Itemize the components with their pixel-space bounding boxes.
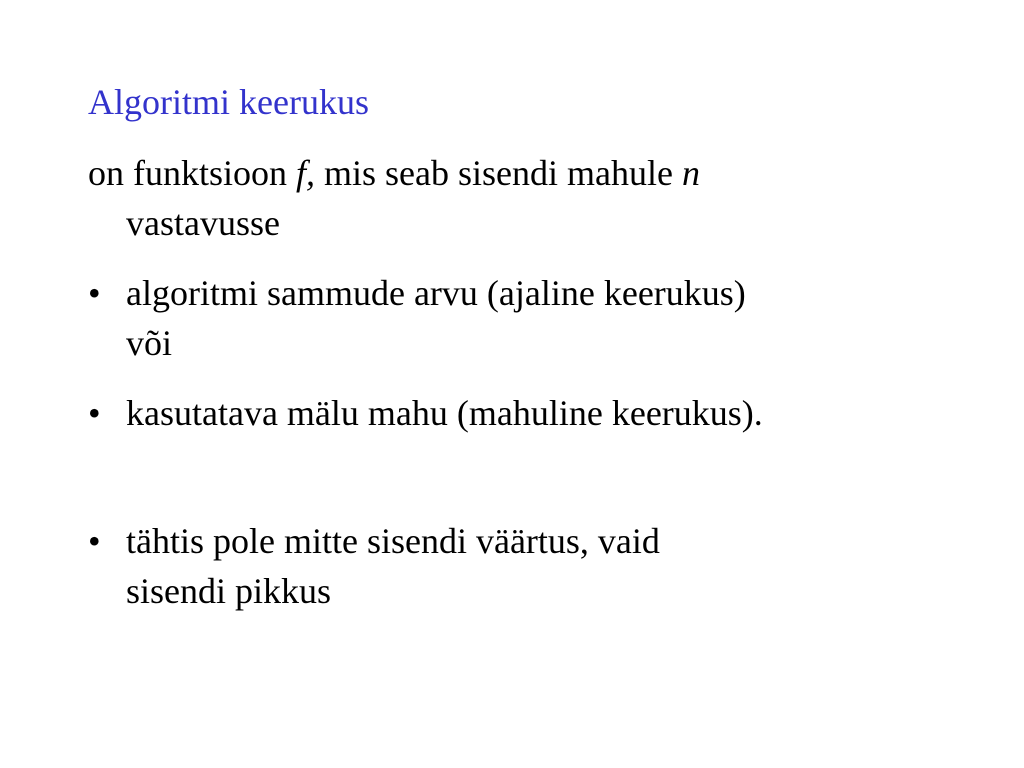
intro-line-1 (88, 148, 700, 198)
intro-text-1: on funktsioon (88, 153, 297, 193)
bullet-row (88, 268, 746, 368)
bullet-marker: • (88, 273, 101, 313)
bullet-text-line-2: sisendi pikkus (126, 571, 332, 611)
bullet-text-line-1: kasutatava mälu mahu (mahuline keerukus). (126, 393, 763, 433)
bullet-item (88, 516, 660, 616)
bullet-text-line-2: või (126, 323, 173, 363)
intro-line-2: vastavusse (126, 203, 280, 243)
bullet-marker: • (88, 393, 101, 433)
intro-paragraph (88, 148, 700, 248)
bullet-text-line-1: algoritmi sammude arvu (ajaline keerukus) (126, 273, 746, 313)
bullet-item (88, 388, 763, 438)
bullet-row (88, 516, 660, 616)
intro-text-2: mis seab sisendi mahule (315, 153, 682, 193)
intro-symbol-n: n (681, 153, 700, 193)
slide-title: Algoritmi keerukus (88, 82, 369, 122)
bullet-marker: • (88, 521, 101, 561)
intro-symbol-f: f, (296, 153, 316, 193)
bullet-item (88, 268, 746, 368)
bullet-row (88, 388, 763, 438)
bullet-text-line-1: tähtis pole mitte sisendi väärtus, vaid (126, 521, 660, 561)
